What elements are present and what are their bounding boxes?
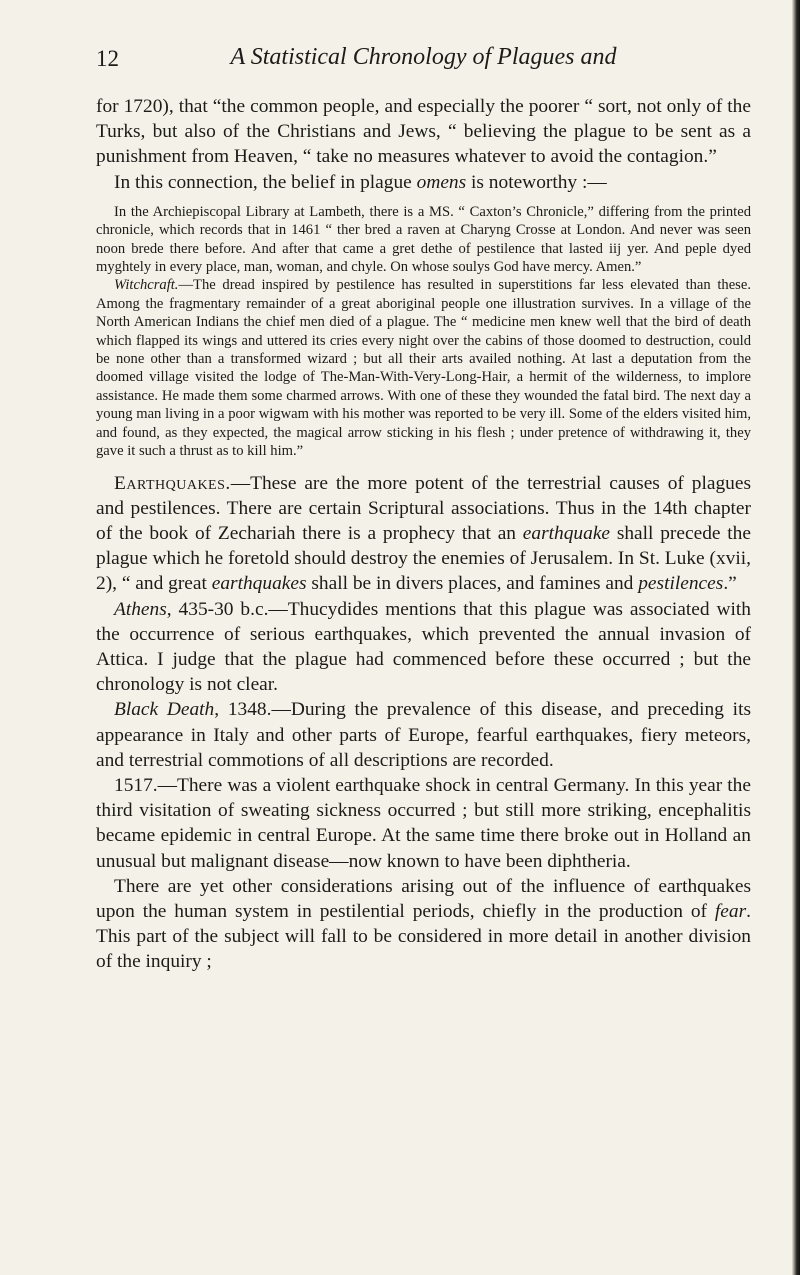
paragraph (96, 874, 751, 975)
earthquakes-section (96, 471, 751, 597)
text-run: . This part of the subject will fall to be considered in more detail in another division of the inquiry ; (96, 900, 751, 973)
italic-text-run: Witchcraft. (114, 277, 179, 294)
page-number: 12 (96, 46, 119, 71)
italic-text-run: earthquake (522, 522, 611, 544)
text-run: In this connection, the belief in plague (114, 171, 417, 193)
text-run: shall be in divers places, and famines and (306, 573, 639, 595)
italic-text-run: earthquakes (211, 573, 307, 595)
text-run: , 435-30 b.c.—Thucydides mentions that this plague was associated with the occurrence of serious earthquakes, which prevented the annual invasion of Attica. I judge that the plague had commenced before these occurred ; but the chronology is not clear. (96, 598, 751, 696)
italic-text-run: omens (416, 171, 467, 193)
paragraph (96, 170, 751, 195)
text-run: 1517.—There was a violent earthquake shock in central Germany. In this year the third visitation of sweating sickness occurred ; but still more striking, encephalitis became epidemic in central Europe. At the same time there broke out in Holland an unusual but malignant disease—now known to have been diphtheria. (96, 774, 751, 872)
text-run: , 1348.—During the prevalence of this disease, and preceding its appearance in Italy and other parts of Europe, fearful earthquakes, fiery meteors, and terrestrial commotions of all descriptions are recorded. (96, 699, 751, 771)
text-run: There are yet other considerations arising out of the influence of earthquakes upon the human system in pestilential periods, chiefly in the production of (96, 875, 751, 922)
italic-text-run: Black Death (114, 699, 215, 721)
text-run: for 1720), that “the common people, and especially the poorer “ sort, not only of the Turks, but also of the Christians and Jews, “ believing the plague to be sent as a punishment from Heaven, “ take no measures whatever to avoid the contagion.” (96, 96, 751, 168)
italic-text-run: Athens (114, 598, 167, 620)
text-run: .” (723, 573, 737, 595)
page-header (96, 44, 751, 84)
paragraph (96, 773, 751, 874)
paragraph (96, 94, 751, 170)
page-body (96, 94, 751, 975)
witchcraft-passage (96, 276, 751, 460)
running-title: A Statistical Chronology of Plagues and (230, 44, 617, 70)
text-run: is noteworthy :— (466, 171, 607, 193)
text-run: —These are the more potent of the terrestrial causes of plagues and pestilences. There are certain Scriptural associations. Thus in the 14th chapter of the book of Zechariah there is a prophecy that an (96, 472, 751, 544)
quoted-passage (96, 203, 751, 277)
section-heading: Earthquakes. (114, 472, 231, 494)
paragraph (96, 697, 751, 773)
paragraph (96, 597, 751, 698)
text-run: shall precede the plague which he foretold should destroy the enemies of Jerusalem. In St. Luke (xvii, 2), “ and great (96, 522, 751, 595)
page-edge (792, 0, 800, 1275)
text-run: In the Archiepiscopal Library at Lambeth, there is a MS. “ Caxton’s Chronicle,” differing from the printed chronicle, which records that in 1461 “ ther bred a raven at Charyng Crosse at London. And never was seen noon brede there before. And after that came a gret dethe of pestilence that lasted iij yer. And peple dyed myghtely in every place, man, woman, and chyle. On whose soulys God have mercy. Amen.” (96, 203, 751, 276)
text-run: —The dread inspired by pestilence has resulted in superstitions far less elevated than these. Among the fragmentary remainder of a great aboriginal people one illustration survives. In a village of the North American Indians the chief men died of a plague. The “ medicine men knew well that the bird of death which flapped its wings and uttered its cries every night over the cabins of those doomed to destruction, could be none other than a transformed wizard ; but all their arts availed nothing. At last a deputation from the doomed village visited the lodge of The-Man-With-Very-Long-Hair, a hermit of the wilderness, to implore assistance. He made them some charmed arrows. With one of these they wounded the fatal bird. The next day a young man living in a poor wigwam with his mother was reported to be very ill. Some of the elders visited him, and found, as they expected, the magical arrow sticking in his flesh ; under pretence of withdrawing it, they gave it such a thrust as to kill him.” (96, 277, 751, 460)
italic-text-run: fear (714, 900, 747, 922)
italic-text-run: pestilences (638, 573, 724, 595)
